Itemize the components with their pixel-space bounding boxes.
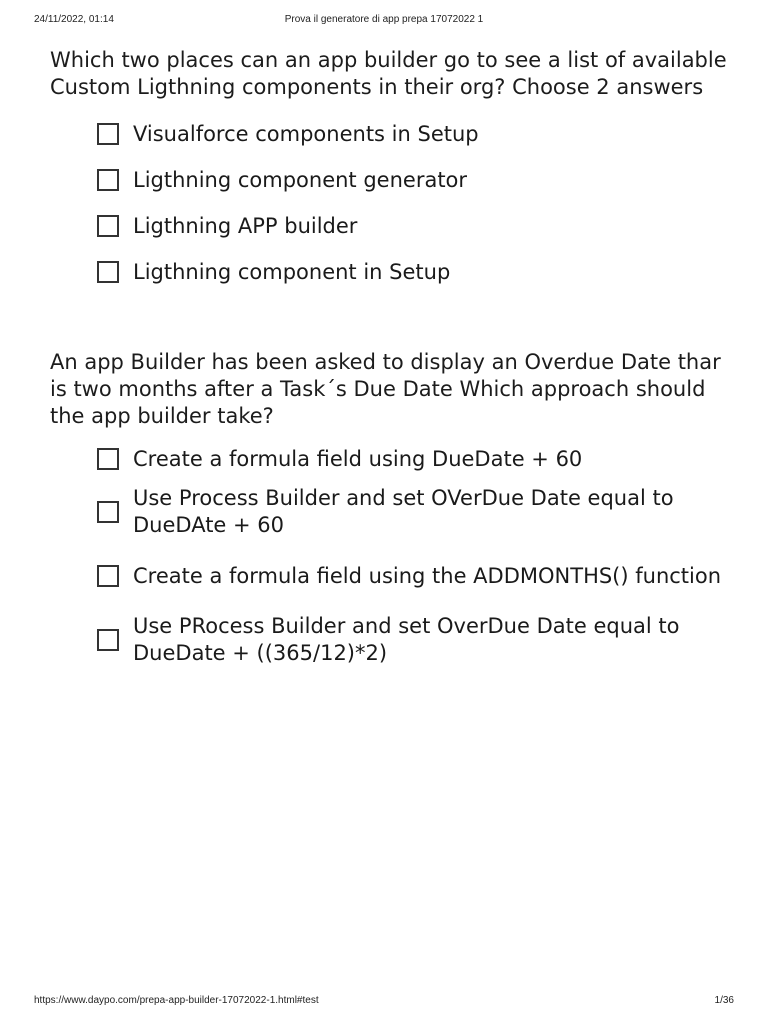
answer-label: Ligthning component generator — [133, 167, 468, 192]
answer-option[interactable] — [50, 608, 730, 672]
question-text: Which two places can an app builder go to see a list of available Custom Ligthning components in their org? Choose 2 answers — [50, 48, 727, 99]
checkbox[interactable] — [97, 448, 119, 470]
checkbox[interactable] — [97, 169, 119, 191]
checkbox[interactable] — [97, 215, 119, 237]
page-number: 1/36 — [714, 995, 734, 1006]
answer-label: Use Process Builder and set OVerDue Date equal to DueDAte + 60 — [133, 486, 674, 537]
answer-option[interactable] — [50, 203, 730, 249]
answer-option[interactable] — [50, 438, 730, 480]
answer-label: Visualforce components in Setup — [133, 121, 479, 146]
answer-label: Ligthning component in Setup — [133, 259, 451, 284]
print-header — [34, 14, 734, 30]
answer-option[interactable] — [50, 249, 730, 295]
answer-option[interactable] — [50, 111, 730, 157]
answer-label: Create a formula field using the ADDMONTHS() function — [133, 563, 722, 588]
answer-label: Ligthning APP builder — [133, 213, 358, 238]
answer-option[interactable] — [50, 157, 730, 203]
answer-label: Use PRocess Builder and set OverDue Date equal to DueDate + ((365/12)*2) — [133, 614, 680, 665]
answer-options — [50, 111, 730, 295]
print-date: 24/11/2022, 01:14 — [34, 14, 114, 25]
question-text: An app Builder has been asked to display an Overdue Date thar is two months after a Task´s Due Date Which approach should the app builder take? — [50, 350, 721, 428]
answer-options — [50, 438, 730, 672]
question-1 — [50, 47, 730, 295]
question-2 — [50, 349, 730, 672]
checkbox[interactable] — [97, 123, 119, 145]
answer-option[interactable] — [50, 480, 730, 544]
page-url: https://www.daypo.com/prepa-app-builder-17072022-1.html#test — [34, 995, 319, 1006]
checkbox[interactable] — [97, 261, 119, 283]
answer-label: Create a formula field using DueDate + 60 — [133, 446, 583, 471]
print-footer — [34, 995, 734, 1011]
answer-option[interactable] — [50, 544, 730, 608]
checkbox[interactable] — [97, 629, 119, 651]
checkbox[interactable] — [97, 501, 119, 523]
document-title: Prova il generatore di app prepa 17072022 1 — [284, 14, 484, 25]
checkbox[interactable] — [97, 565, 119, 587]
